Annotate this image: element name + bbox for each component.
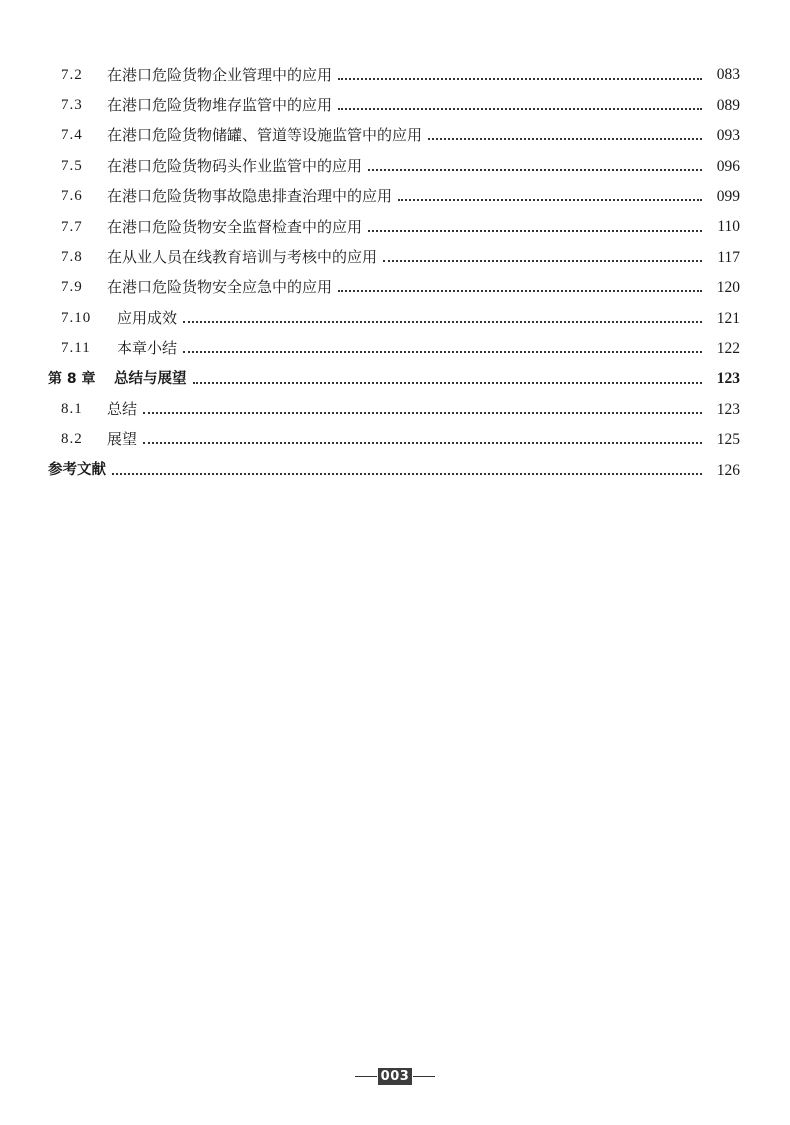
dot-leader xyxy=(143,411,702,414)
dot-leader xyxy=(112,472,702,475)
toc-entry[interactable] xyxy=(48,425,740,455)
toc-entry[interactable] xyxy=(48,60,740,90)
toc-entry-page: 126 xyxy=(716,461,740,479)
dot-leader xyxy=(193,381,703,384)
toc-entry-page: 083 xyxy=(716,66,740,84)
toc-entry-number: 7.10 xyxy=(61,309,92,326)
toc-entry-title: 在港口危险货物事故隐患排查治理中的应用 xyxy=(107,187,393,206)
toc-entry-number: 8.2 xyxy=(61,431,83,448)
toc-entry-page: 123 xyxy=(716,370,740,388)
toc-entry[interactable] xyxy=(48,303,740,333)
toc-entry[interactable] xyxy=(48,121,740,151)
toc-entry-page: 110 xyxy=(717,218,740,236)
dot-leader xyxy=(383,259,702,262)
toc-entry-number: 7.2 xyxy=(61,66,83,83)
toc-entry-title: 在港口危险货物安全监督检查中的应用 xyxy=(107,217,363,236)
toc-entry-page: 089 xyxy=(716,96,740,114)
toc-entry-page: 125 xyxy=(716,431,740,449)
dot-leader xyxy=(368,168,702,171)
toc-entry-number: 7.9 xyxy=(61,279,83,296)
dot-leader xyxy=(338,77,702,80)
toc-entry-number: 7.3 xyxy=(61,97,83,114)
dot-leader xyxy=(183,350,702,353)
toc-entry-page: 099 xyxy=(716,188,740,205)
toc-chapter-entry[interactable] xyxy=(48,364,740,394)
toc-entry-title: 本章小结 xyxy=(117,339,178,358)
toc-entry-number: 7.8 xyxy=(61,249,83,266)
toc-entry[interactable] xyxy=(48,334,740,364)
toc-entry-title: 在港口危险货物堆存监管中的应用 xyxy=(107,96,333,115)
dot-leader xyxy=(183,320,702,323)
toc-entry-page: 096 xyxy=(716,157,740,175)
toc-entry-title: 应用成效 xyxy=(117,308,178,327)
toc-entry-page: 120 xyxy=(716,279,740,297)
dot-leader xyxy=(338,289,702,292)
dot-leader xyxy=(368,229,702,232)
toc-entry-title: 在从业人员在线教育培训与考核中的应用 xyxy=(107,248,378,267)
page-number: 003 xyxy=(378,1068,413,1085)
toc-chapter-title: 总结与展望 xyxy=(114,370,187,387)
dot-leader xyxy=(428,137,702,140)
table-of-contents xyxy=(48,60,740,485)
toc-entry-title: 在港口危险货物安全应急中的应用 xyxy=(107,278,333,297)
footer-rule-right xyxy=(413,1076,435,1078)
toc-entry[interactable] xyxy=(48,273,740,303)
toc-entry-number: 7.11 xyxy=(61,340,91,357)
toc-references-entry[interactable] xyxy=(48,455,740,485)
toc-entry-page: 123 xyxy=(716,400,740,418)
dot-leader xyxy=(338,107,702,110)
toc-entry-number: 8.1 xyxy=(61,400,83,417)
toc-entry-number: 7.4 xyxy=(61,127,83,144)
toc-entry[interactable] xyxy=(48,151,740,181)
toc-entry-title: 展望 xyxy=(107,430,138,449)
toc-entry-page: 121 xyxy=(716,309,740,327)
toc-entry[interactable] xyxy=(48,182,740,212)
dot-leader xyxy=(143,441,702,444)
toc-entry[interactable] xyxy=(48,90,740,120)
toc-entry-number: 7.6 xyxy=(61,188,83,205)
toc-chapter-number: 第 8 章 xyxy=(48,371,96,388)
toc-entry[interactable] xyxy=(48,212,740,242)
toc-entry-page: 117 xyxy=(717,248,740,266)
toc-entry-number: 7.7 xyxy=(61,218,83,235)
toc-entry-page: 122 xyxy=(716,339,740,357)
dot-leader xyxy=(398,198,702,201)
toc-entry-title: 在港口危险货物企业管理中的应用 xyxy=(107,65,333,84)
toc-entry[interactable] xyxy=(48,394,740,424)
toc-entry-title: 在港口危险货物储罐、管道等设施监管中的应用 xyxy=(107,126,423,145)
footer-rule-left xyxy=(355,1076,377,1078)
toc-references-title: 参考文献 xyxy=(48,462,106,479)
toc-entry-page: 093 xyxy=(716,127,740,145)
toc-entry-title: 在港口危险货物码头作业监管中的应用 xyxy=(107,156,363,175)
toc-entry[interactable] xyxy=(48,242,740,272)
toc-entry-number: 7.5 xyxy=(61,157,83,174)
page-footer xyxy=(0,1068,790,1085)
toc-entry-title: 总结 xyxy=(107,399,138,418)
